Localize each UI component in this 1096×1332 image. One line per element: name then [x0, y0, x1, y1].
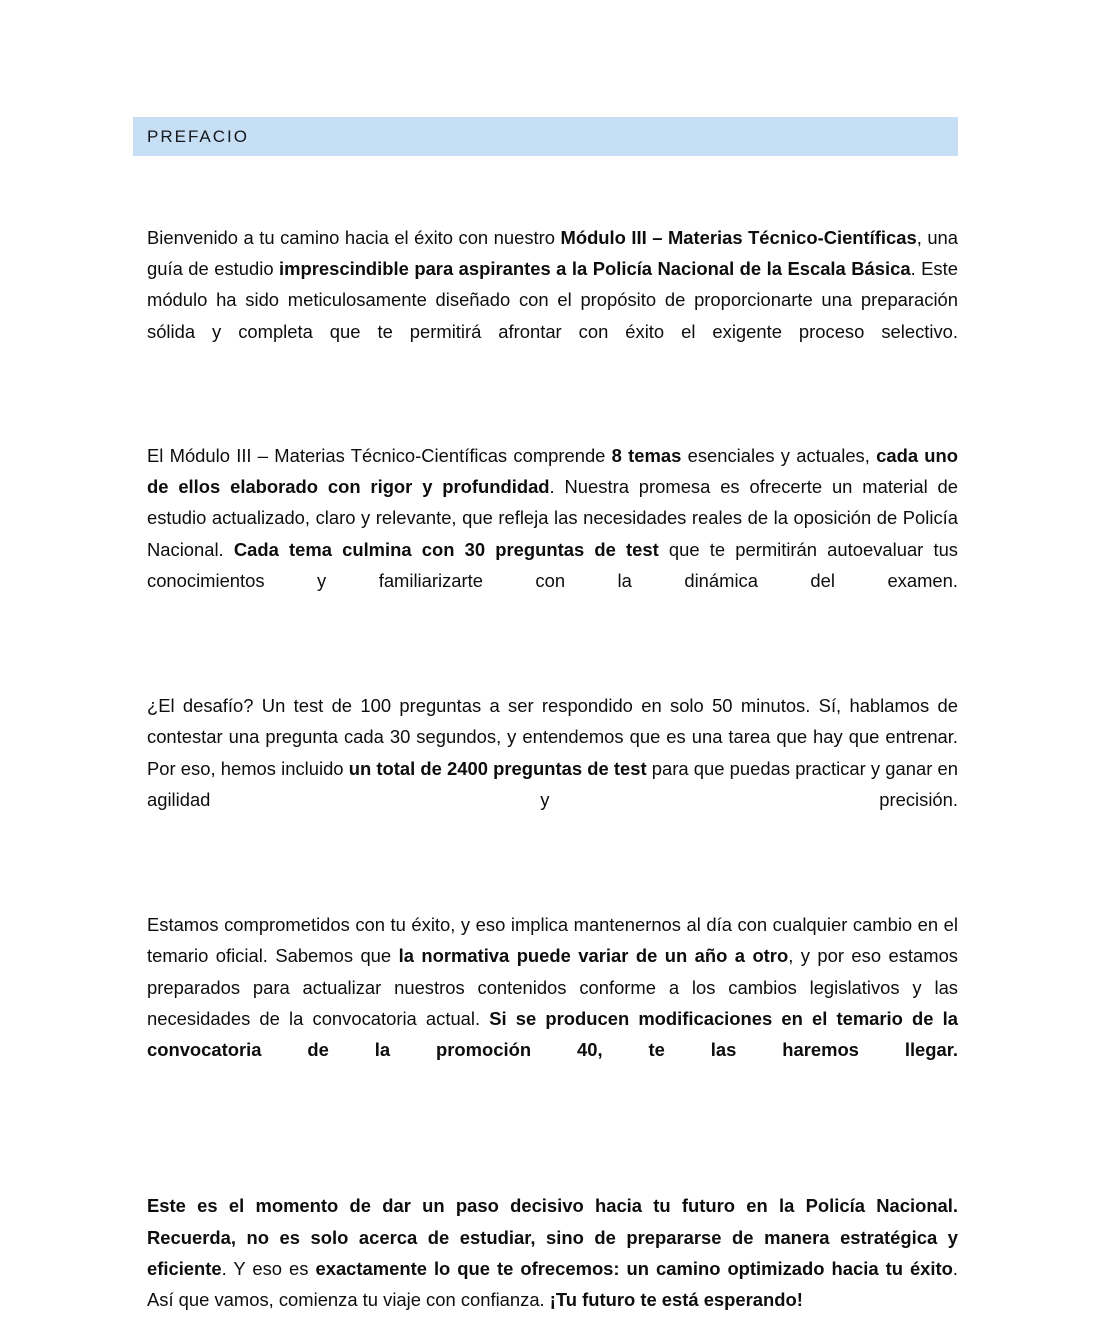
text-run-bold: la normativa puede variar de un año a otro [398, 945, 789, 967]
text-run-bold: ¡Tu futuro te está esperando! [549, 1289, 803, 1311]
text-run-bold: 8 temas [611, 445, 682, 467]
paragraph-spacer [147, 1096, 958, 1190]
text-run: . Así que vamos, comienza tu viaje con confianza. [147, 1257, 958, 1311]
text-run: esenciales y actuales, [681, 445, 877, 467]
text-run-bold: cada uno de ellos elaborado con rigor y profundidad [147, 445, 959, 498]
text-run: . Este módulo ha sido meticulosamente diseñado con el propósito de proporcionarte una preparación sólida y completa que te permitirá afrontar con éxito el exigente proceso selectivo. [147, 258, 958, 342]
paragraph-spacer [147, 846, 958, 909]
text-run-bold: Si se producen modificaciones en el temario de la convocatoria de la promoción 40, te las haremos llegar. [147, 1007, 959, 1061]
text-run-bold: Cada tema culmina con 30 preguntas de test [233, 538, 659, 560]
text-run-bold: imprescindible para aspirantes a la Policía Nacional de la Escala Básica [279, 258, 911, 280]
text-run: . Y eso es [221, 1257, 316, 1279]
text-run: El Módulo III – Materias Técnico-Científicas comprende [147, 445, 612, 467]
text-run: , una guía de estudio [147, 227, 959, 280]
text-run: . Nuestra promesa es ofrecerte un material de estudio actualizado, claro y relevante, que refleja las necesidades reales de la oposición de Policía Nacional. [147, 476, 959, 560]
paragraph-1 [147, 222, 958, 378]
section-heading-title: PREFACIO [147, 126, 249, 146]
text-run: que te permitirán autoevaluar tus conocimientos y familiarizarte con la dinámica del examen. [147, 538, 959, 591]
paragraph-spacer [147, 378, 958, 440]
text-run: , y por eso estamos preparados para actualizar nuestros contenidos conforme a los cambios legislativos y las necesidades de la convocatoria actual. [147, 945, 958, 1029]
paragraph-spacer [147, 627, 958, 690]
section-heading-bar [133, 117, 958, 156]
text-run: Bienvenido a tu camino hacia el éxito con nuestro [147, 227, 561, 248]
document-body [147, 222, 958, 1315]
text-run: para que puedas practicar y ganar en agilidad y precisión. [147, 757, 958, 810]
paragraph-3 [147, 690, 958, 846]
text-run-bold: exactamente lo que te ofrecemos: un camino optimizado hacia tu éxito [315, 1257, 953, 1279]
paragraph-2 [147, 440, 958, 627]
text-run-bold: Módulo III – Materias Técnico-Científicas [560, 227, 917, 248]
text-run: ¿El desafío? Un test de 100 preguntas a ser respondido en solo 50 minutos. Sí, hablamos de contestar una pregunta cada 30 segundos, y entendemos que es una tarea que hay que entrenar. Por eso, hemos incluido [147, 695, 958, 779]
text-run-bold: un total de 2400 preguntas de test [348, 757, 647, 779]
text-run-bold: Este es el momento de dar un paso decisivo hacia tu futuro en la Policía Nacional. Recuerda, no es solo acerca de estudiar, sino de prepararse de manera estratégica y eficiente [147, 1195, 958, 1279]
paragraph-4 [147, 909, 958, 1096]
text-run: Estamos comprometidos con tu éxito, y eso implica mantenernos al día con cualquier cambio en el temario oficial. Sabemos que [147, 914, 958, 967]
paragraph-5 [147, 1190, 958, 1315]
